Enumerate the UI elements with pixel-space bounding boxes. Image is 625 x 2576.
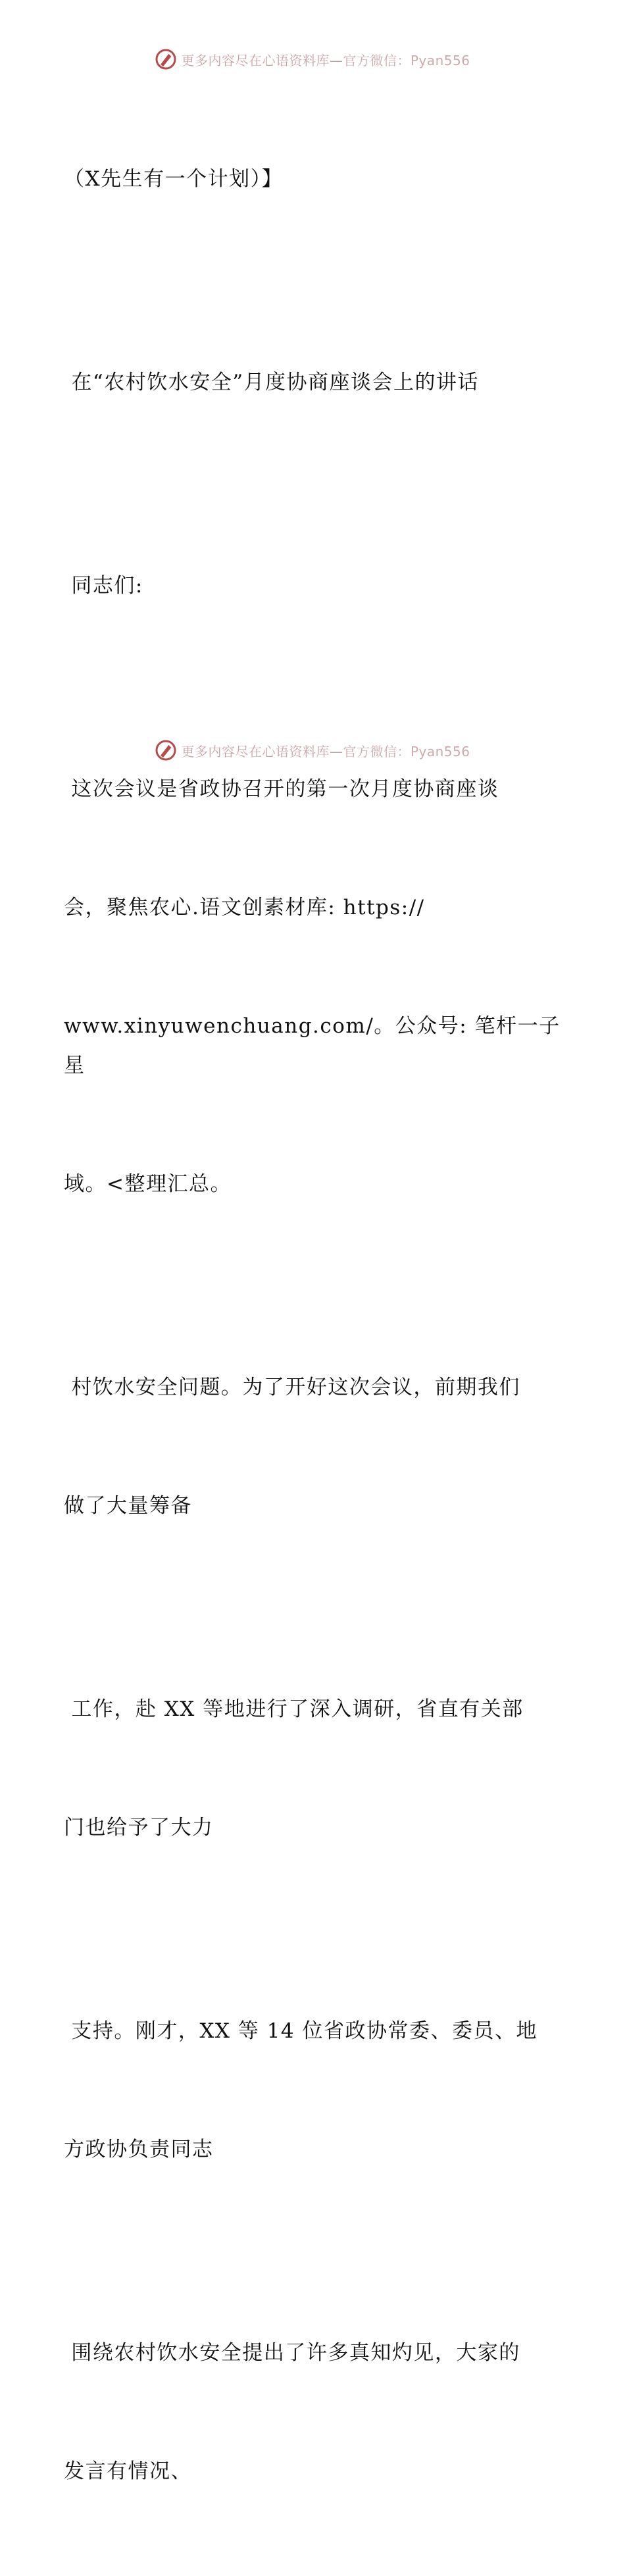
pen-nib-logo-icon (155, 48, 177, 70)
speech-title (64, 284, 564, 481)
banner-text (181, 50, 470, 69)
text-line: www.xinyuwenchuang.com/。公众号: 笔杆一子星 (64, 1014, 561, 1077)
text-line: 在“农村饮水安全”月度协商座谈会上的讲话 (64, 371, 480, 394)
paragraph-7 (64, 1932, 564, 2248)
text-line: 做了大量筹备 (64, 1494, 192, 1518)
text-line: 门也给予了大力 (64, 1816, 214, 1840)
footer-banner (0, 737, 625, 763)
banner-text (181, 741, 470, 760)
paragraph-8 (64, 2254, 564, 2570)
text-line: 发言有情况、 (64, 2460, 192, 2483)
text-line: 围绕农村饮水安全提出了许多真知灼见，大家的 (64, 2341, 520, 2365)
banner-main-text: 更多内容尽在心语资料库 (181, 743, 330, 760)
document-body (64, 80, 564, 2576)
pen-nib-logo-icon (155, 739, 177, 761)
text-line: 工作，赴 XX 等地进行了深入调研，省直有关部 (64, 1697, 524, 1721)
paragraph-1 (64, 80, 564, 278)
text-line: 域。<整理汇总。 (64, 1172, 232, 1196)
banner-main-text: 更多内容尽在心语资料库 (181, 52, 330, 68)
paragraph-5 (64, 1289, 564, 1605)
text-line: 支持。刚才，XX 等 14 位省政协常委、委员、地 (64, 2019, 538, 2043)
paragraph-4 (64, 690, 564, 1283)
banner-wechat-text: 官方微信：Pyan556 (343, 52, 470, 68)
salutation (64, 487, 564, 684)
text-line: 方政协负责同志 (64, 2138, 214, 2161)
text-line: 这次会议是省政协召开的第一次月度协商座谈 (64, 777, 499, 801)
header-banner (0, 46, 625, 72)
paragraph-6 (64, 1610, 564, 1926)
text-line: 会，聚焦农心.语文创素材库: https:// (64, 896, 425, 919)
banner-dash: — (329, 52, 343, 68)
text-line: 同志们: (64, 574, 143, 598)
banner-dash: — (329, 743, 343, 760)
banner-wechat-text: 官方微信：Pyan556 (343, 743, 470, 760)
text-line: （X先生有一个计划）】 (64, 167, 284, 191)
text-line: 村饮水安全问题。为了开好这次会议，前期我们 (64, 1376, 520, 1399)
